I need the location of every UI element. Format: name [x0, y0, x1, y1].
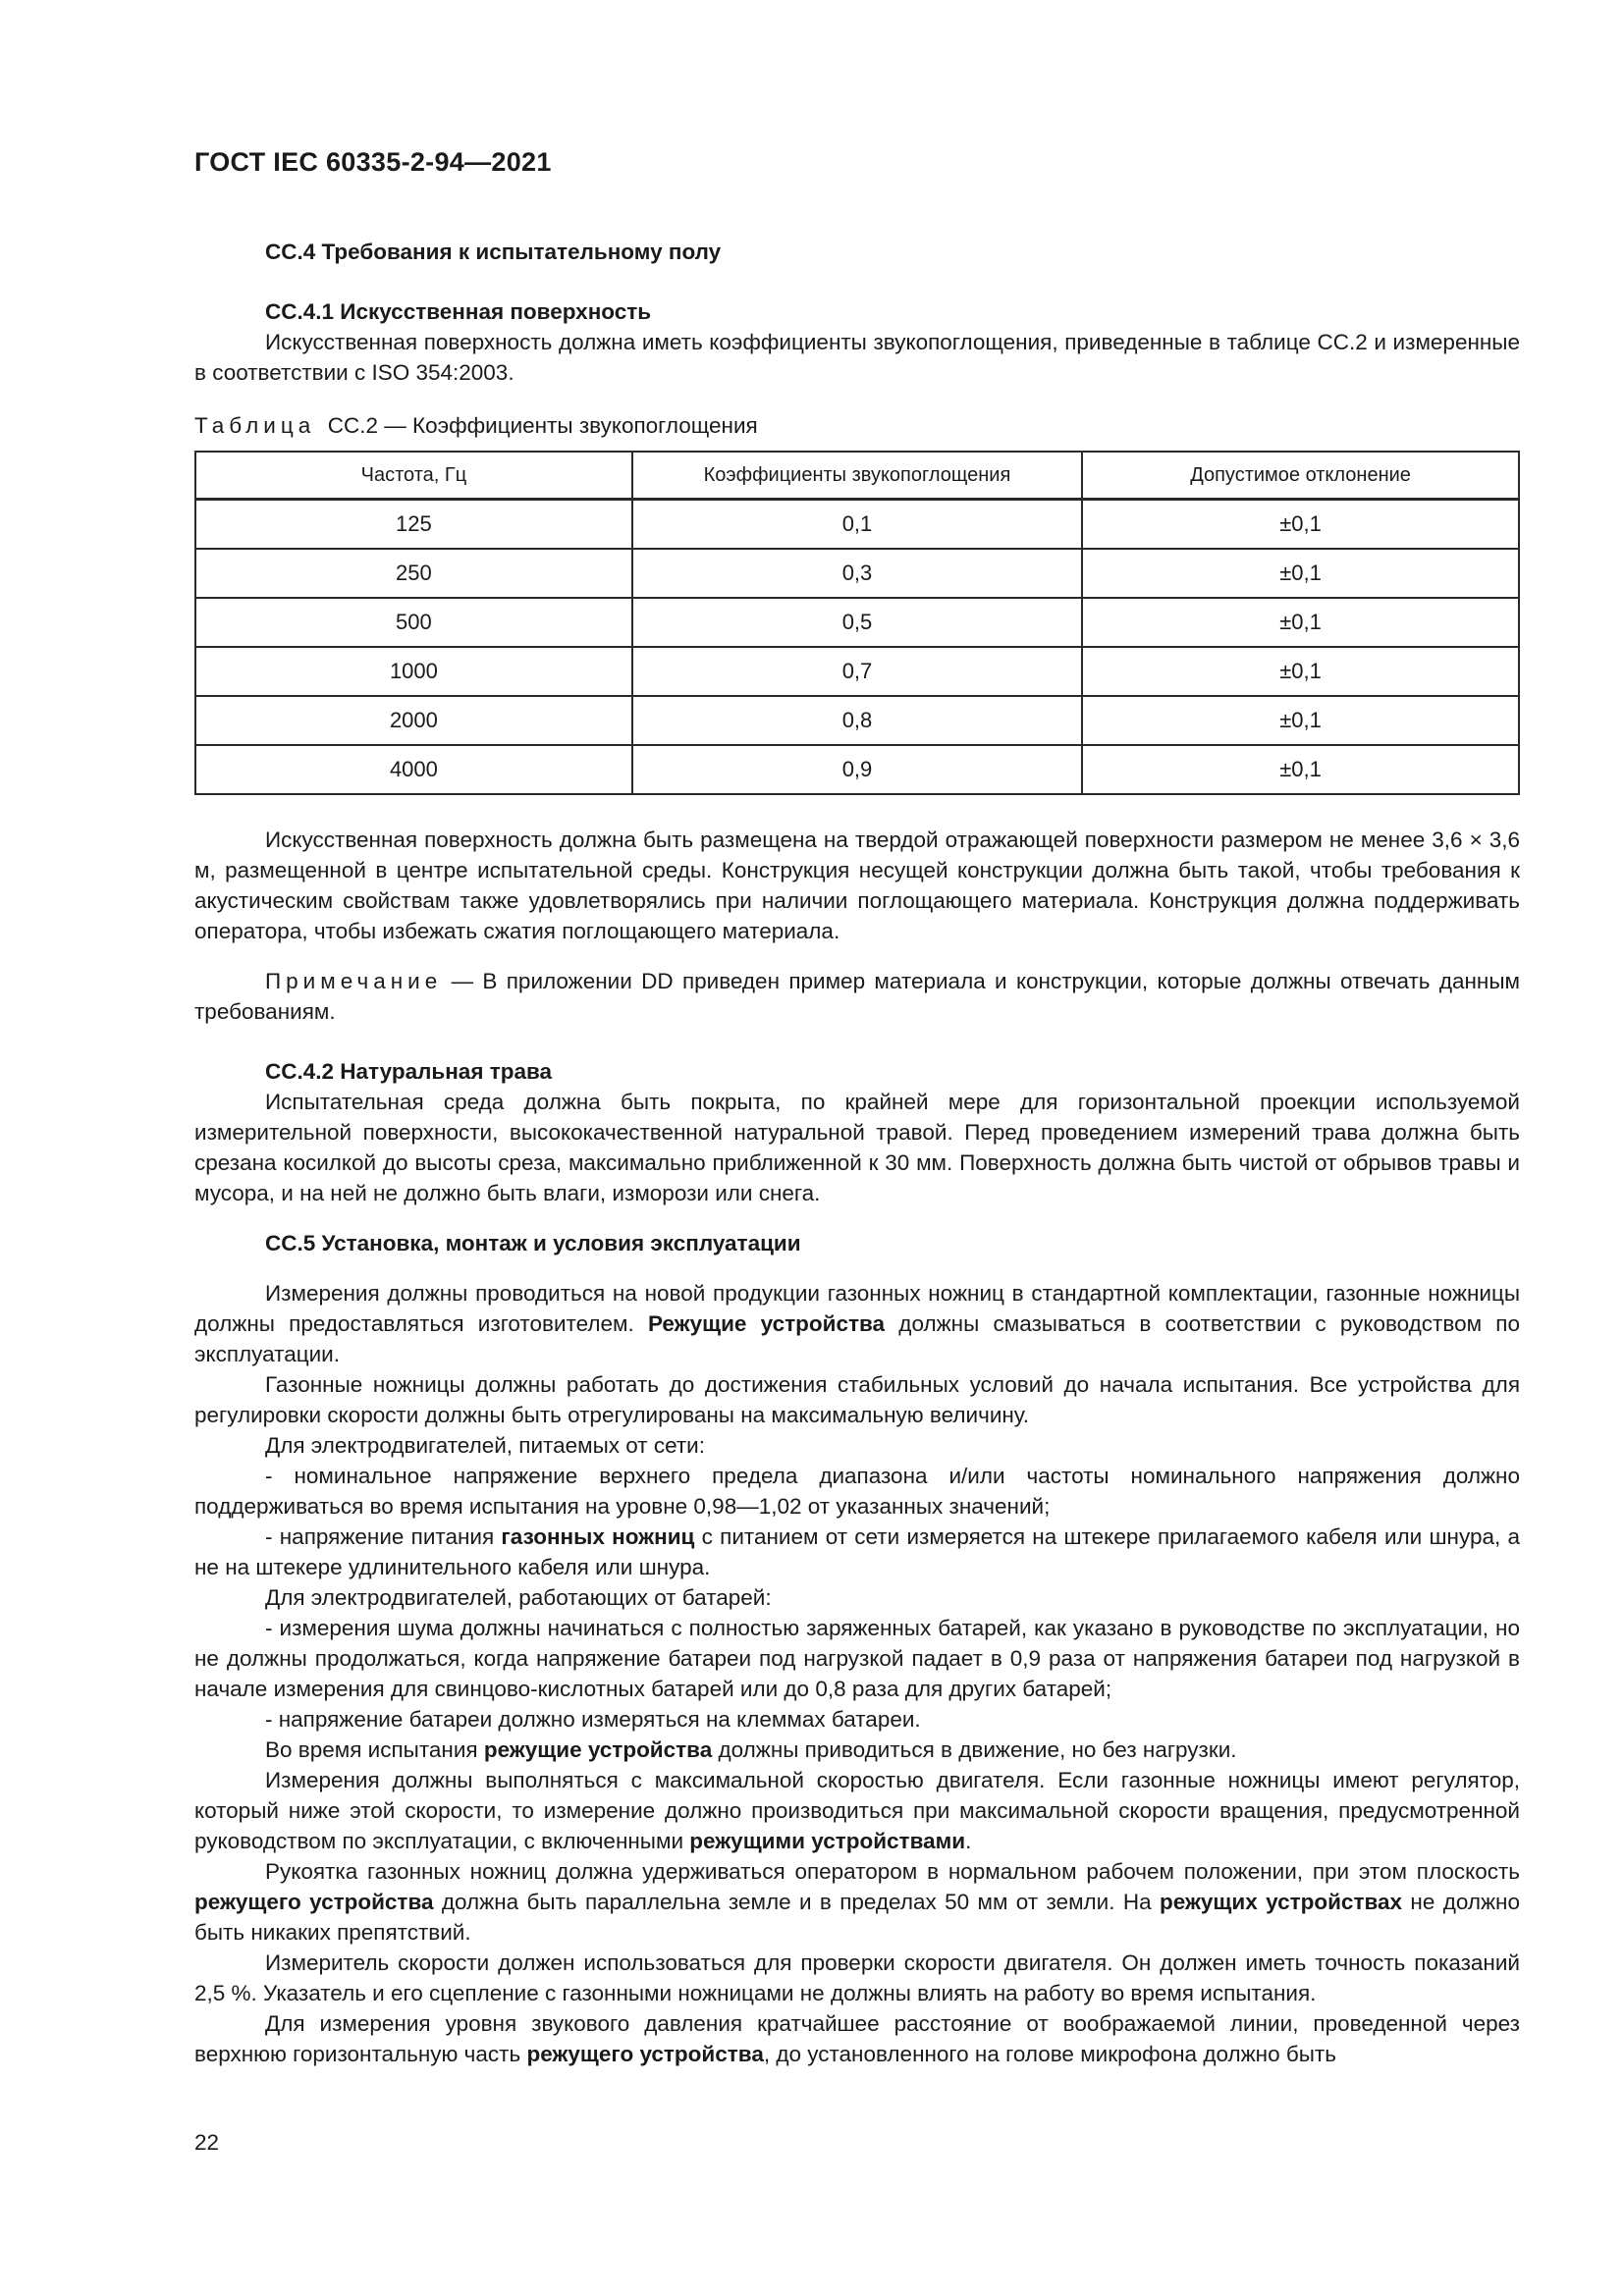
term-bold: режущих устройствах: [1160, 1890, 1403, 1914]
paragraph: [194, 2008, 1520, 2069]
column-header: Частота, Гц: [195, 452, 632, 500]
table-row: [195, 647, 1519, 696]
text-run: должна быть параллельна земле и в пределах 50 мм от земли. На: [433, 1890, 1160, 1914]
section-cc5-heading: СС.5 Установка, монтаж и условия эксплуатации: [265, 1231, 801, 1255]
table-caption-title: СС.2 — Коэффициенты звукопоглощения: [327, 413, 758, 438]
list-item: - измерения шума должны начинаться с полностью заряженных батарей, как указано в руководстве по эксплуатации, но не должны продолжаться, когда напряжение батареи под нагрузкой падает в 0,9 раза от напряжения батареи под нагрузкой в начале измерения для свинцово-кислотных батарей или до 0,8 раза для других батарей;: [194, 1616, 1520, 1701]
paragraph: [194, 1735, 1520, 1765]
text-run: - напряжение питания: [265, 1524, 502, 1549]
text-run: должны смазываться в соответствии с руководством по эксплуатации.: [194, 1311, 1520, 1366]
paragraph: Для электродвигателей, работающих от батарей:: [265, 1585, 772, 1610]
table-cell: 125: [195, 500, 632, 550]
term-bold: Режущие устройства: [647, 1311, 886, 1336]
list-item: - номинальное напряжение верхнего предела диапазона и/или частоты номинального напряжения должно поддерживаться во время испытания на уровне 0,98—1,02 от указанных значений;: [194, 1464, 1520, 1519]
table-cell: ±0,1: [1082, 549, 1519, 598]
note-label: Примечание: [265, 969, 443, 993]
list-item: [194, 1522, 1520, 1582]
column-header: Допустимое отклонение: [1082, 452, 1519, 500]
paragraph: [194, 1856, 1520, 1948]
table-cell: ±0,1: [1082, 647, 1519, 696]
table-cell: 1000: [195, 647, 632, 696]
note-paragraph: [194, 966, 1520, 1027]
text-run: , до установленного на голове микрофона должно быть: [763, 2042, 1336, 2066]
table-cell: 0,1: [632, 500, 1082, 550]
text-run: должны приводиться в движение, но без нагрузки.: [712, 1737, 1237, 1762]
table-row: [195, 745, 1519, 794]
text-run: Во время испытания: [265, 1737, 484, 1762]
term-bold: газонных ножниц: [501, 1524, 695, 1549]
table-cell: 0,8: [632, 696, 1082, 745]
table-row: [195, 500, 1519, 550]
text-run: Для измерения уровня звукового давления кратчайшее расстояние от воображаемой линии, проведенной через верхнюю горизонтальную часть: [194, 2011, 1520, 2066]
table-cell: ±0,1: [1082, 500, 1519, 550]
term-bold: режущие устройства: [483, 1737, 713, 1762]
paragraph: Искусственная поверхность должна быть размещена на твердой отражающей поверхности размером не менее 3,6 × 3,6 м, размещенной в центре испытательной среды. Конструкция несущей конструкции должна быть такой, чтобы требования к акустическим свойствам также удовлетворялись при наличии поглощающего материала. Конструкция должна поддерживать оператора, чтобы избежать сжатия поглощающего материала.: [194, 828, 1520, 943]
table-cell: ±0,1: [1082, 745, 1519, 794]
paragraph: [194, 1765, 1520, 1856]
section-cc41-heading: СС.4.1 Искусственная поверхность: [265, 299, 652, 324]
table-row: [195, 549, 1519, 598]
text-run: Измерения должны проводиться на новой продукции газонных ножниц в стандартной комплектации, газонные ножницы должны предоставляться изготовителем.: [194, 1281, 1520, 1336]
table-caption: [194, 413, 1520, 439]
term-bold: режущего устройства: [194, 1890, 434, 1914]
page-number: 22: [194, 2130, 220, 2155]
text-run: .: [965, 1829, 972, 1853]
table-cell: 500: [195, 598, 632, 647]
table-cell: 0,7: [632, 647, 1082, 696]
absorption-table: [194, 451, 1520, 795]
paragraph: Искусственная поверхность должна иметь коэффициенты звукопоглощения, приведенные в таблице СС.2 и измеренные в соответствии с ISO 354:2003.: [194, 330, 1520, 385]
paragraph: Измеритель скорости должен использоваться для проверки скорости двигателя. Он должен иметь точность показаний 2,5 %. Указатель и его сцепление с газонными ножницами не должны влиять на работу во время испытания.: [194, 1950, 1520, 2005]
table-cell: 0,5: [632, 598, 1082, 647]
note-text: — В приложении DD приведен пример материала и конструкции, которые должны отвечать данным требованиям.: [194, 969, 1520, 1024]
table-cell: 2000: [195, 696, 632, 745]
term-bold: режущего устройства: [526, 2042, 764, 2066]
text-run: Рукоятка газонных ножниц должна удерживаться оператором в нормальном рабочем положении, при этом плоскость: [265, 1859, 1520, 1884]
table-cell: ±0,1: [1082, 598, 1519, 647]
section-cc4-heading: СС.4 Требования к испытательному полу: [265, 240, 722, 264]
table-cell: ±0,1: [1082, 696, 1519, 745]
table-cell: 0,3: [632, 549, 1082, 598]
column-header: Коэффициенты звукопоглощения: [632, 452, 1082, 500]
table-cell: 250: [195, 549, 632, 598]
table-header-row: [195, 452, 1519, 500]
table-caption-word: Таблица: [194, 413, 316, 438]
table-row: [195, 696, 1519, 745]
term-bold: режущими устройствами: [689, 1829, 966, 1853]
paragraph: Испытательная среда должна быть покрыта, по крайней мере для горизонтальной проекции используемой измерительной поверхности, высококачественной натуральной травой. Перед проведением измерений трава должна быть срезана косилкой до высоты среза, максимально приближенной к 30 мм. Поверхность должна быть чистой от обрывов травы и мусора, и на ней не должно быть влаги, изморози или снега.: [194, 1090, 1520, 1205]
text-run: Измерения должны выполняться с максимальной скоростью двигателя. Если газонные ножницы имеют регулятор, который ниже этой скорости, то измерение должно производиться при максимальной скорости вращения, предусмотренной руководством по эксплуатации, с включенными: [194, 1768, 1520, 1853]
paragraph: Для электродвигателей, питаемых от сети:: [265, 1433, 705, 1458]
table-cell: 4000: [195, 745, 632, 794]
table-cell: 0,9: [632, 745, 1082, 794]
table-row: [195, 598, 1519, 647]
text-run: с питанием от сети измеряется на штекере прилагаемого кабеля или шнура, а не на штекере удлинительного кабеля или шнура.: [194, 1524, 1520, 1579]
paragraph: Газонные ножницы должны работать до достижения стабильных условий до начала испытания. Все устройства для регулировки скорости должны быть отрегулированы на максимальную величину.: [194, 1372, 1520, 1427]
paragraph: [194, 1278, 1520, 1369]
text-run: не должно быть никаких препятствий.: [194, 1890, 1520, 1945]
section-cc42-heading: СС.4.2 Натуральная трава: [265, 1059, 553, 1084]
list-item: - напряжение батареи должно измеряться на клеммах батареи.: [265, 1707, 921, 1732]
document-page: [194, 147, 1520, 2069]
document-header: ГОСТ IEC 60335-2-94—2021: [194, 147, 552, 177]
